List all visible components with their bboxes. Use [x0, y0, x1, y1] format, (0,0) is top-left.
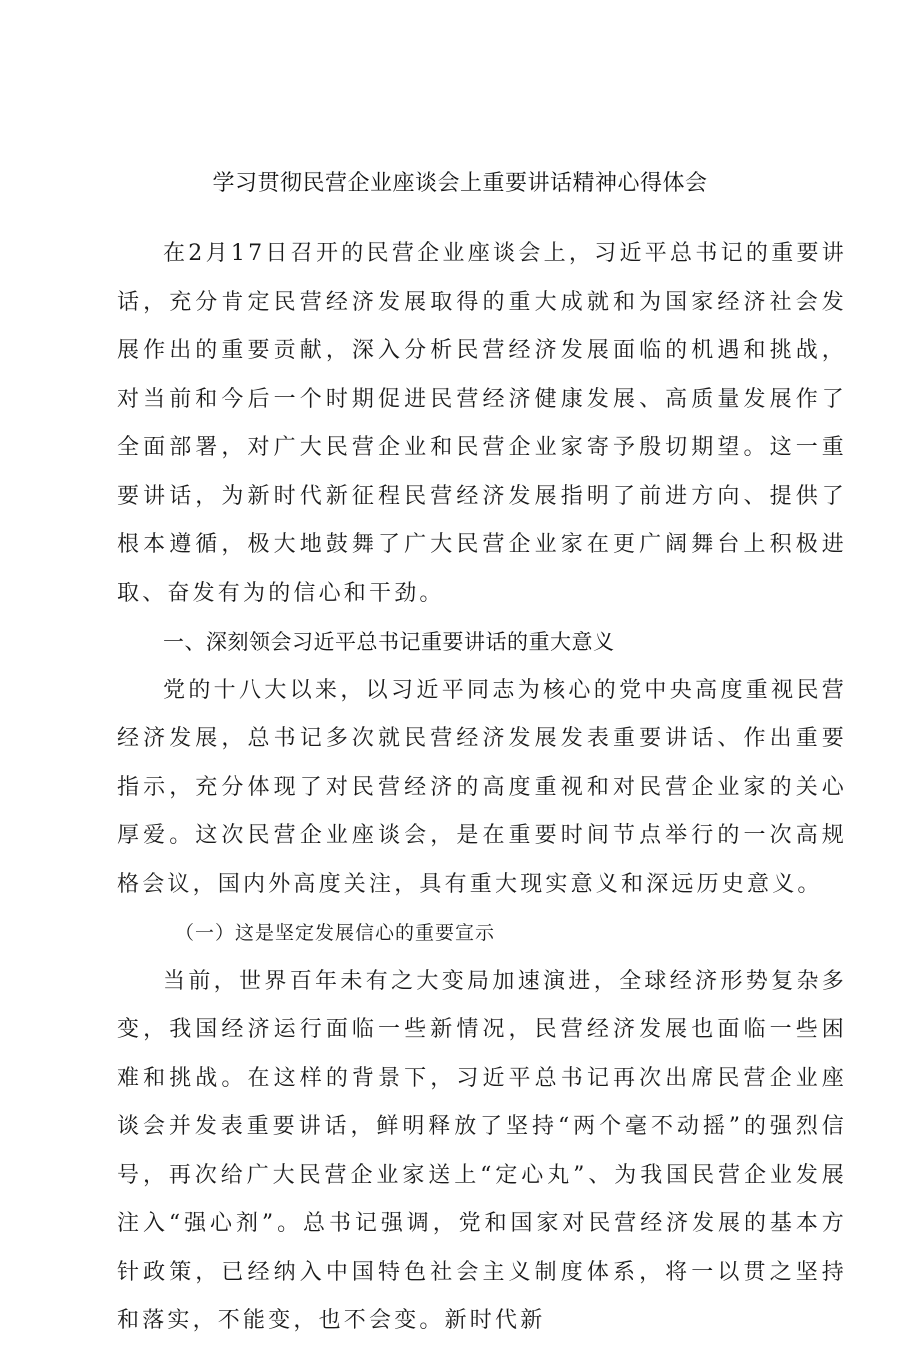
paragraph-significance: 党的十八大以来，以习近平同志为核心的党中央高度重视民营经济发展，总书记多次就民营经济发展发表重要讲话、作出重要指示，充分体现了对民营经济的高度重视和对民营企业家的关心厚爱。这次民营企业座谈会，是在重要时间节点举行的一次高规格会议，国内外高度关注，具有重大现实意义和深远历史意义。 [117, 677, 847, 897]
section-heading-1: 一、深刻领会习近平总书记重要讲话的重大意义 [163, 630, 615, 654]
paragraph-confidence: 当前，世界百年未有之大变局加速演进，全球经济形势复杂多变，我国经济运行面临一些新情况，民营经济发展也面临一些困难和挑战。在这样的背景下，习近平总书记再次出席民营企业座谈会并发表重要讲话，鲜明释放了坚持“两个毫不动摇”的强烈信号，再次给广大民营企业家送上“定心丸”、为我国民营企业发展注入“强心剂”。总书记强调，党和国家对民营经济发展的基本方针政策，已经纳入中国特色社会主义制度体系，将一以贯之坚持和落实，不能变，也不会变。新时代新 [117, 968, 847, 1333]
subsection-heading-1: （一）这是坚定发展信心的重要宣示 [175, 922, 496, 944]
document-title: 学习贯彻民营企业座谈会上重要讲话精神心得体会 [212, 171, 708, 196]
paragraph-intro: 在2月17日召开的民营企业座谈会上，习近平总书记的重要讲话，充分肯定民营经济发展取得的重大成就和为国家经济社会发展作出的重要贡献，深入分析民营经济发展面临的机遇和挑战，对当前和今后一个时期促进民营经济健康发展、高质量发展作了全面部署，对广大民营企业和民营企业家寄予殷切期望。这一重要讲话，为新时代新征程民营经济发展指明了前进方向、提供了根本遵循，极大地鼓舞了广大民营企业家在更广阔舞台上积极进取、奋发有为的信心和干劲。 [117, 241, 847, 606]
document-body [117, 230, 847, 1346]
